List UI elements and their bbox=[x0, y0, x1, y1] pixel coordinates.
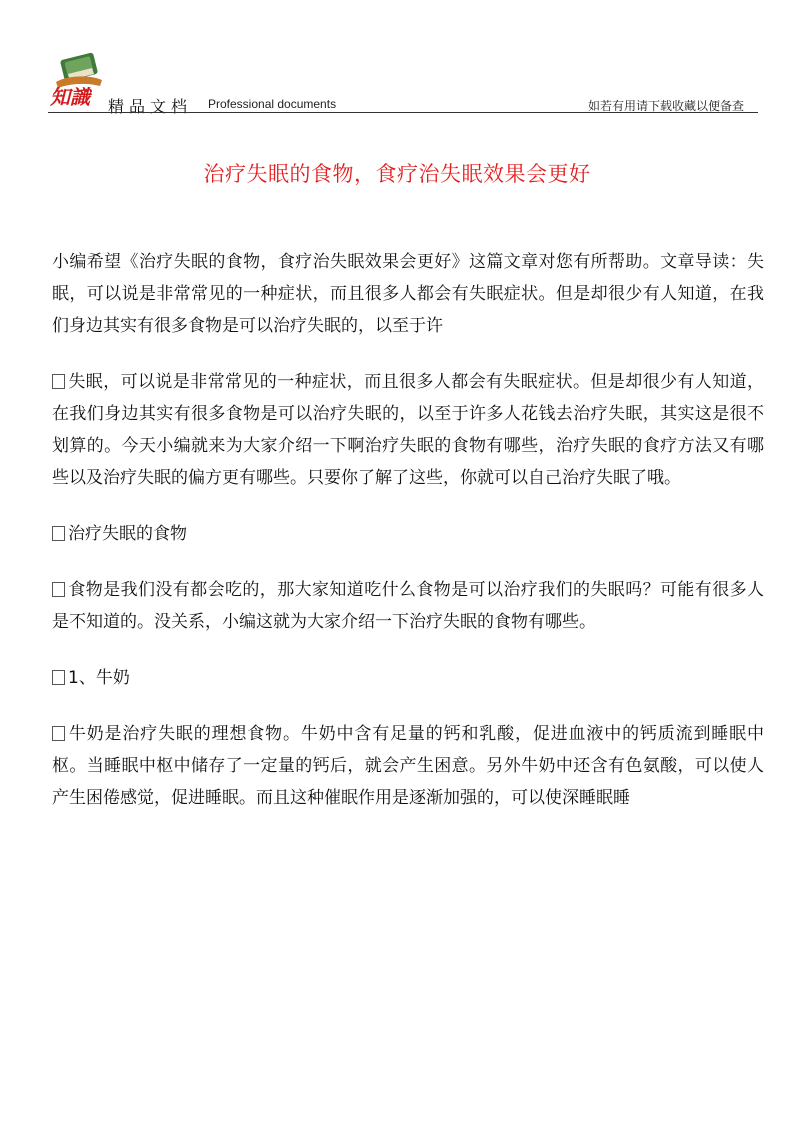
article-title: 治疗失眠的食物，食疗治失眠效果会更好 bbox=[203, 162, 591, 186]
download-note: 如若有用请下载收藏以便备查 bbox=[587, 99, 744, 113]
brand-title: 精品文档 bbox=[108, 97, 193, 116]
paragraph-text: 1、牛奶 bbox=[68, 668, 130, 688]
missing-glyph-box bbox=[52, 374, 65, 389]
body-paragraph bbox=[52, 574, 764, 638]
paragraph-text: 小编希望《治疗失眠的食物，食疗治失眠效果会更好》这篇文章对您有所帮助。文章导读：失眠，可以说是非常常见的一种症状，而且很多人都会有失眠症状。但是却很少有人知道，在我们身边其实有很多食物是可以治疗失眠的，以至于许 bbox=[52, 252, 764, 336]
intro-paragraph bbox=[52, 246, 764, 342]
header-divider bbox=[48, 112, 758, 113]
paragraph-text: 失眠，可以说是非常常见的一种症状，而且很多人都会有失眠症状。但是却很少有人知道，在我们身边其实有很多食物是可以治疗失眠的，以至于许多人花钱去治疗失眠，其实这是很不划算的。今天小编就来为大家介绍一下啊治疗失眠的食物有哪些，治疗失眠的食疗方法又有哪些以及治疗失眠的偏方更有哪些。只要你了解了这些，你就可以自己治疗失眠了哦。 bbox=[52, 372, 764, 488]
logo-text: 知識 bbox=[50, 85, 90, 108]
paragraph-text: 牛奶是治疗失眠的理想食物。牛奶中含有足量的钙和乳酸，促进血液中的钙质流到睡眠中枢。当睡眠中枢中储存了一定量的钙后，就会产生困意。另外牛奶中还含有色氨酸，可以使人产生困倦感觉，促进睡眠。而且这种催眠作用是逐渐加强的，可以使深睡眠睡 bbox=[52, 724, 764, 808]
missing-glyph-box bbox=[52, 670, 65, 685]
page-header bbox=[48, 52, 758, 114]
body-paragraph bbox=[52, 366, 764, 494]
body-paragraph bbox=[52, 718, 764, 814]
logo-icon bbox=[48, 52, 106, 108]
brand-subtitle: Professional documents bbox=[208, 97, 337, 111]
missing-glyph-box bbox=[52, 582, 65, 597]
paragraph-text: 治疗失眠的食物 bbox=[68, 524, 187, 544]
sub-heading bbox=[52, 662, 764, 694]
paragraph-text: 食物是我们没有都会吃的，那大家知道吃什么食物是可以治疗我们的失眠吗？可能有很多人是不知道的。没关系，小编这就为大家介绍一下治疗失眠的食物有哪些。 bbox=[52, 580, 764, 632]
missing-glyph-box bbox=[52, 726, 65, 741]
section-heading bbox=[52, 518, 764, 550]
article-body bbox=[52, 246, 764, 838]
missing-glyph-box bbox=[52, 526, 65, 541]
